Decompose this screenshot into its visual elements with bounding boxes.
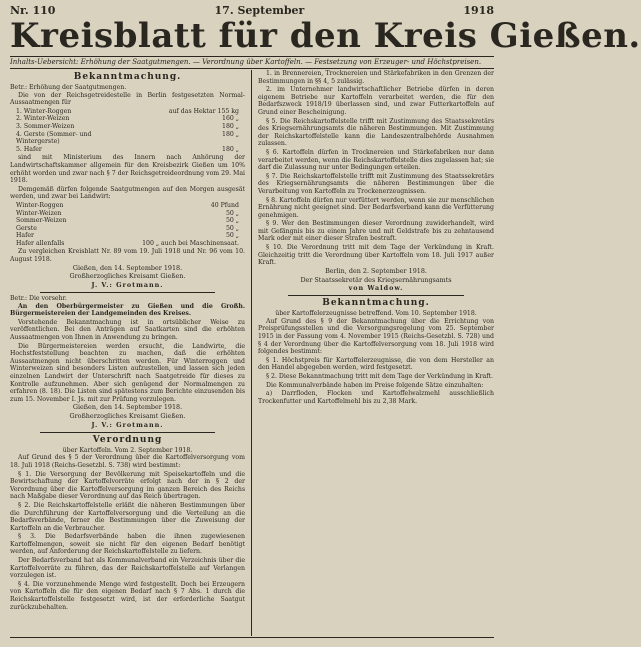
paragraph: Vorstehende Bekanntmachung ist in ortsüblicher Weise zu veröffentlichen. Bei den Anträgen auf Saatkarten sind die erhöhten Aussaatmengen von Ihnen in Anwendung zu bringen. [10, 318, 245, 342]
paragraph: § 8. Kartoffeln dürfen nur verfüttert werden, wenn sie zur menschlichen Ernährung nicht geeignet sind. Der Bedarfsverband kann die Verfütterung genehmigen. [258, 196, 494, 219]
issue-number: Nr. 110 [10, 4, 56, 17]
issuing-office: Der Staatssekretär des Kriegsernährungsamts [300, 275, 452, 284]
section-divider [288, 295, 464, 296]
ordinance-subject: über Kartoffeln. Vom 2. September 1918. [62, 446, 193, 454]
table-row: Gerste 50 „ [16, 224, 239, 232]
paragraph: Die Bürgermeistereien werden ersucht, die Landwirte, die Hochstfeststellung beachten zu machen, daß die erhöhten Aussaatmengen nicht überschritten werden. Für Winterroggen und Winterweizen sind besonders Listen aufzustellen, und lassen sich jeden einzelnen Landwirt der Unterschrift nach Saatgetreide für dieses zu Kontrolle aufzunehmen. Aber sich genügend der Normalmengen zu erfahren (8. 18). Die Listen sind spätestens zum Berichte einzusenden bis zum 15. November I. Js. mit zur Prüfung vorzulegen. [10, 342, 245, 403]
signature: von Waldow. [348, 284, 404, 293]
paragraph: § 3. Die Bedarfsverbände haben die ihnen zugewiesenen Kartoffelmengen, soweit sie nicht für den eigenen Bedarf benötigt werden, auf Anforderung der Reichskartoffelstelle zu liefern. [10, 533, 245, 556]
table-row: Hafer 50 „ [16, 232, 239, 240]
paragraph: Demgemäß dürfen folgende Saatgutmengen auf den Morgen ausgesät werden, und zwar bei Landwirt: [10, 185, 245, 201]
table-row: 2. Winter-Weizen 160 „ [16, 115, 239, 123]
place-date: Gießen, den 14. September 1918. [72, 263, 183, 272]
table-row: Hafer allenfalls 100 „ auch bei Maschinensaat. [16, 239, 239, 247]
issuing-office: Großherzogliches Kreisamt Gießen. [69, 272, 186, 281]
paragraph: § 5. Die Reichskartoffelstelle trifft mit Zustimmung des Staatssekretärs des Kriegsernährungsamts die näheren Bestimmungen. Mit Zustimmung der Reichskartoffelstelle kann die Landeszentralbehörde Ausnahmen zulassen. [258, 117, 494, 148]
table-row: 3. Sommer-Weizen 180 „ [16, 122, 239, 130]
paragraph: Der Bedarfsverband hat als Kommunalverband ein Verzeichnis über die Kartoffelvorräte zu führen, das der Reichskartoffelstelle auf Verlangen vorzulegen ist. [10, 557, 245, 580]
newspaper-title: Kreisblatt für den Kreis Gießen. [10, 16, 641, 56]
page-bottom-rule [10, 637, 494, 638]
seed-quantity-table [16, 108, 245, 154]
right-column [252, 70, 494, 636]
paragraph: Die Kommunalverbände haben im Preise folgende Sätze einzuhalten: [266, 381, 484, 389]
paragraph: § 1. Höchstpreis für Kartoffelerzeugnisse, die von dem Hersteller an den Handel abgegeben werden, wird festgesetzt. [258, 356, 494, 372]
issue-date: 17. September [214, 4, 305, 17]
paragraph: § 10. Die Verordnung tritt mit dem Tage der Verkündung in Kraft. Gleichzeitig tritt die Verordnung über Kartoffeln vom 18. Juli 1917 außer Kraft. [258, 244, 494, 267]
announcement-heading: Bekanntmachung. [73, 72, 182, 82]
paragraph: sind mit Ministerium des Innern nach Anhörung der Landwirtschaftskammer allgemein für den Kreisbezirk Gießen um 10% erhöht worden und zwar nach § 7 der Reichsgetreideordnung vom 29. Mai 1918. [10, 154, 245, 185]
paragraph: 2. im Unternehmer landwirtschaftlicher Betriebe dürfen in deren eigenem Betriebe nur Kartoffeln verarbeitet werden, die für den Bedarfszweck 1918/19 überlassen sind, und zwar Futterkartoffeln auf Grund einer Bescheinigung. [258, 86, 494, 116]
ordinance-heading: Verordnung [92, 434, 163, 445]
table-row: 5. Hafer 180 „ [16, 145, 239, 153]
table-row: Sommer-Weizen 50 „ [16, 217, 239, 225]
article-columns [10, 70, 494, 636]
paragraph: 1. in Brennereien, Trocknereien und Stärkefabriken in den Grenzen der Bestimmungen in §§ 4, 5 zulässig. [258, 70, 494, 85]
paragraph: § 7. Die Reichskartoffelstelle trifft mit Zustimmung des Staatssekretärs des Kriegsernährungsamts die näheren Bestimmungen über die Verarbeitung von Kartoffeln zu Trockenerzeugnissen. [258, 172, 494, 195]
paragraph: § 2. Die Reichskartoffelstelle erläßt die näheren Bestimmungen über die Durchführung der Kartoffelversorgung und die Verteilung an die Bedarfsverbände, ferner die Bestimmungen über die Zuweisung der Kartoffeln an die Verbraucher. [10, 501, 245, 532]
paragraph: § 9. Wer den Bestimmungen dieser Verordnung zuwiderhandelt, wird mit Gefängnis bis zu einem Jahre und mit Geldstrafe bis zu zehntausend Mark oder mit einer dieser Strafen bestraft. [258, 220, 494, 243]
paragraph: § 4. Die vorzunehmende Menge wird festgestellt. Doch bei Erzeugern von Kartoffeln die für den eigenen Bedarf nach § 7 Abs. 1 durch die Reichskartoffelstelle festgesetzt wird, ist der erforderliche Saatgut zurückzubehalten. [10, 580, 245, 611]
issue-year: 1918 [463, 4, 494, 17]
table-row: 1. Winter-Roggen auf das Hektar 155 kg [16, 107, 239, 115]
contents-rule [10, 68, 494, 69]
paragraph: Zu vergleichen Kreisblatt Nr. 89 vom 19. Juli 1918 und Nr. 96 vom 10. August 1918. [10, 248, 245, 264]
morgen-quantity-table [16, 202, 245, 248]
masthead-rule [10, 56, 494, 57]
announcement-subject: über Kartoffelerzeugnisse betreffend. Vom 10. September 1918. [275, 310, 477, 318]
left-column [10, 70, 252, 636]
announcement-heading: Bekanntmachung. [322, 298, 430, 309]
paragraph: § 1. Die Versorgung der Bevölkerung mit Speisekartoffeln und die Bewirtschaftung der Kartoffelvorräte erfolgt nach der in § 2 der Verordnung über die Kartoffelversorgung im ganzen Bereich des Reichs nach Maßgabe dieser Verordnung auf das Reich übertragen. [10, 470, 245, 501]
addressee: An den Oberbürgermeister zu Gießen und die Großh. Bürgermeistereien der Landgemeinden des Kreises. [10, 302, 245, 318]
paragraph: Auf Grund des § 9 der Bekanntmachung über die Errichtung von Preisprüfungsstellen und die Versorgungsregelung vom 25. September 1915 in der Fassung vom 4. November 1915 (Reichs-Gesetzbl. S. 728) und § 4 der Verordnung über die Kartoffelversorgung vom 18. Juli 1918 wird folgendes bestimmt: [258, 317, 494, 356]
announcement-subject: Betr.: Erhöhung der Saatgutmengen. [10, 84, 127, 91]
paragraph: a) Darrfloden, Flocken und Kartoffelwalzmehl ausschließlich Trockenfutter und Kartoffelmehl bis zu 2,38 Mark. [258, 390, 494, 405]
announcement-subject: Betr.: Die vorsehr. [10, 295, 67, 303]
table-row: 4. Gerste (Sommer- und Wintergerste) 180 „ [16, 130, 239, 146]
section-divider [40, 292, 215, 293]
section-divider [40, 432, 215, 433]
signature: J. V.: Grotmann. [91, 420, 164, 429]
paragraph: § 6. Kartoffeln dürfen in Trocknereien und Stärkefabriken nur dann verarbeitet werden, wenn die Reichskartoffelstelle dies zugelassen hat; sie darf die Zulassung nur unter Bedingungen erteilen. [258, 148, 494, 172]
table-of-contents: Inhalts-Uebersicht: Erhöhung der Saatgutmengen. — Verordnung über Kartoffeln. — Festsetzung von Erzeuger- und Höchstpreisen. [10, 58, 482, 66]
paragraph: § 2. Diese Bekanntmachung tritt mit dem Tage der Verkündung in Kraft. [266, 372, 493, 380]
table-row: Winter-Weizen 50 „ [16, 209, 239, 217]
place-date: Gießen, den 14. September 1918. [72, 403, 183, 412]
issuing-office: Großherzogliches Kreisamt Gießen. [69, 412, 186, 421]
signature: J. V.: Grotmann. [91, 281, 164, 290]
paragraph: Auf Grund des § 5 der Verordnung über die Kartoffelversorgung vom 18. Juli 1918 (Reichs-Gesetzbl. S. 738) wird bestimmt: [10, 454, 245, 469]
paragraph: Die von der Reichsgetreidestelle in Berlin festgesetzten Normal-Aussaatmengen für [10, 91, 245, 107]
place-date: Berlin, den 2. September 1918. [325, 266, 427, 275]
table-row: Winter-Roggen 40 Pfund [16, 201, 239, 209]
